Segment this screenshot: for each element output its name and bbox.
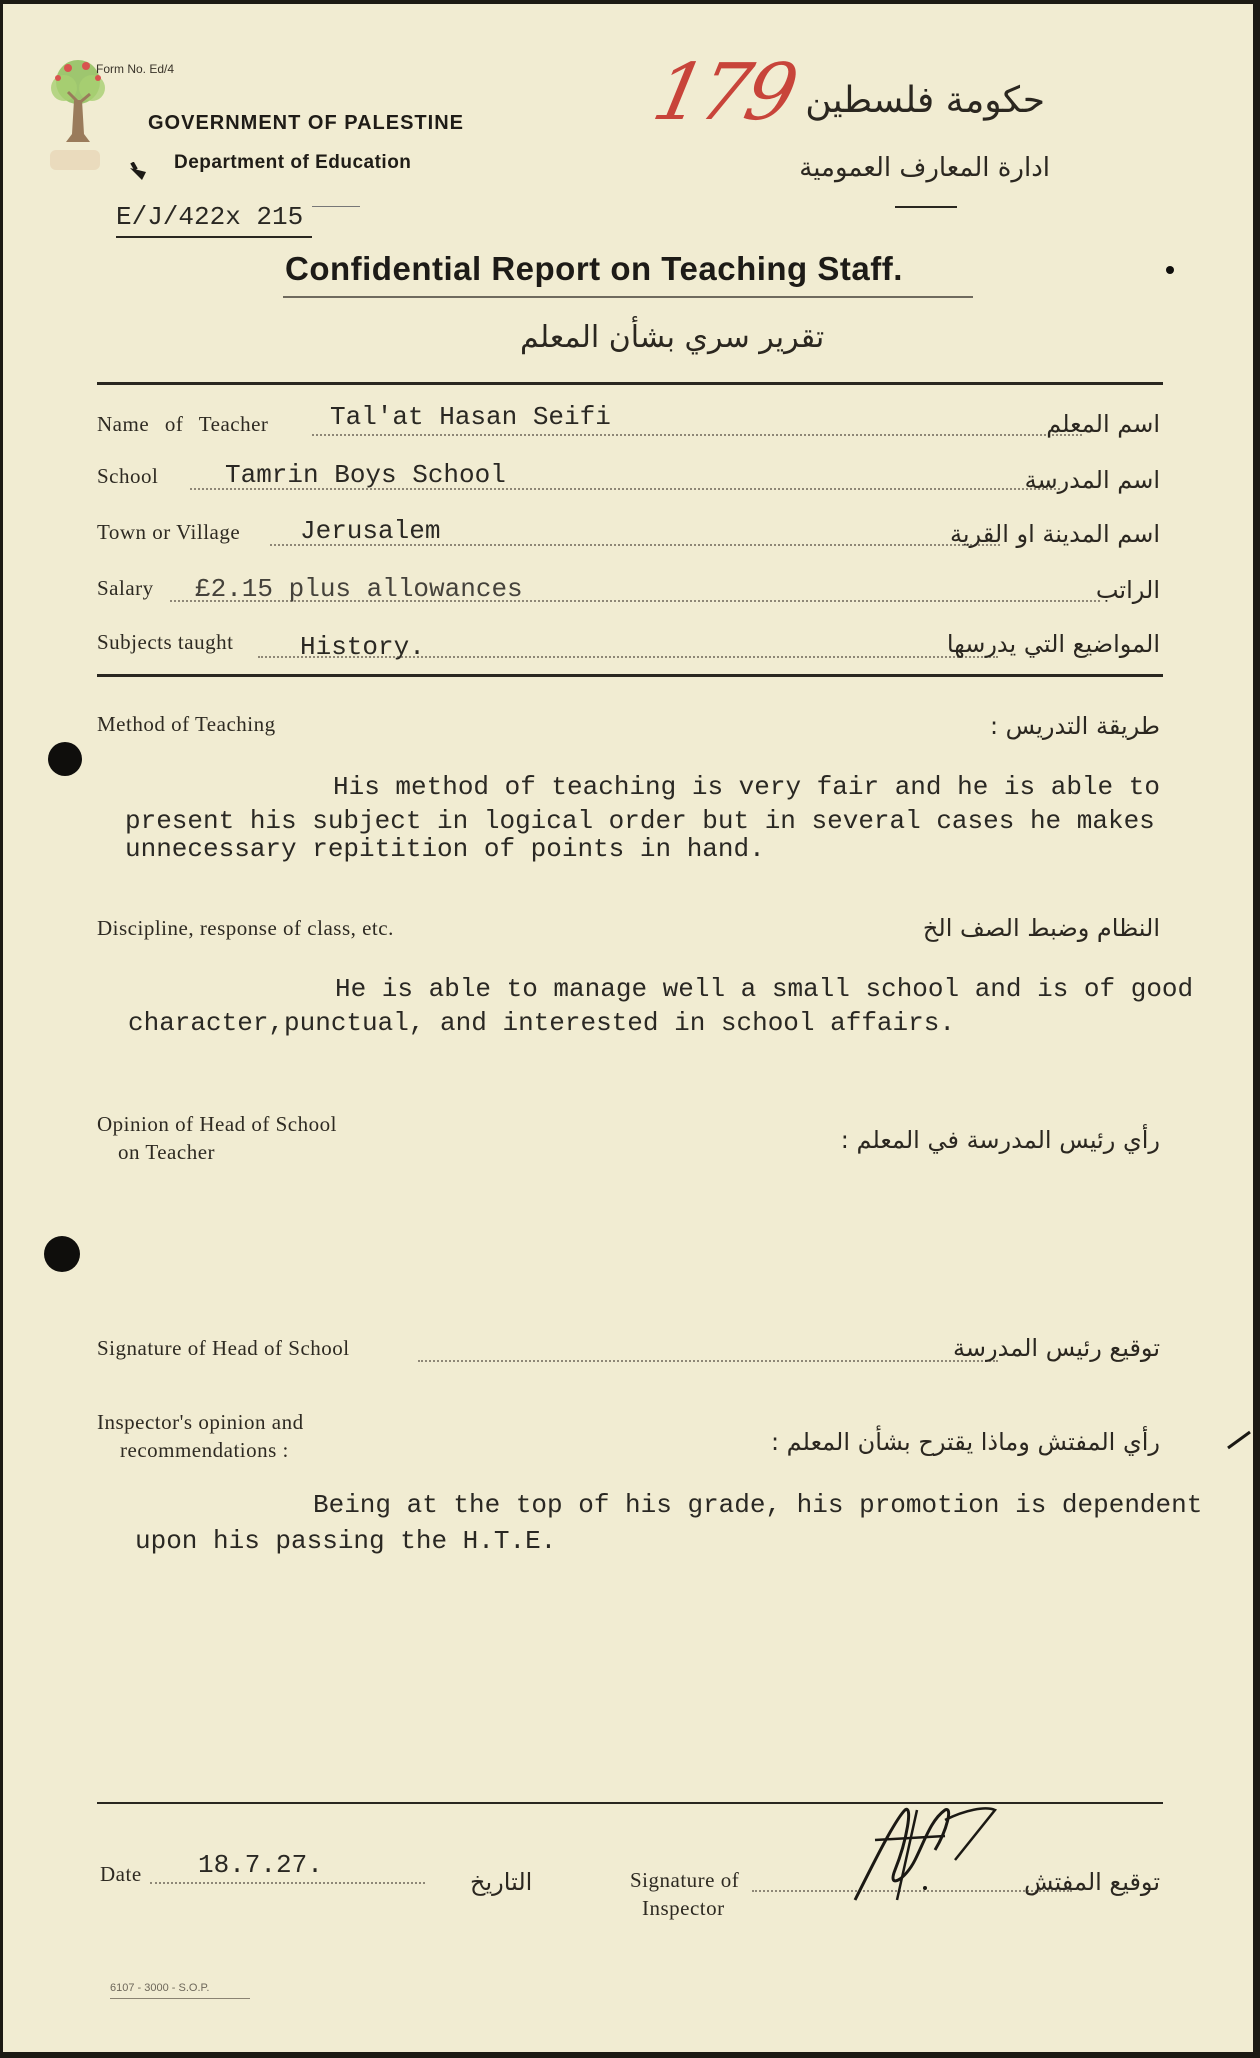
scan-edge-bottom <box>0 2052 1260 2058</box>
scan-edge-left <box>0 0 3 2058</box>
inspector-signature-arabic: توقيع المفتش <box>1023 1868 1160 1896</box>
head-signature-label: Signature of Head of School <box>97 1336 350 1360</box>
scan-edge-top <box>0 0 1260 4</box>
watermark-mark <box>50 150 100 170</box>
scan-edge-right <box>1253 0 1260 2058</box>
discipline-line-1: He is able to manage well a small school and is of good <box>335 974 1194 1004</box>
discipline-arabic: النظام وضبط الصف الخ <box>922 914 1160 942</box>
top-separator <box>97 382 1163 385</box>
name-value: Tal'at Hasan Seifi <box>330 402 611 432</box>
subjects-arabic: المواضيع التي يدرسها <box>946 630 1160 658</box>
bullet-arrow-icon <box>128 162 150 186</box>
method-label: Method of Teaching <box>97 712 276 736</box>
method-line-3: unnecessary repitition of points in hand. <box>125 834 765 864</box>
salary-value: £2.15 plus allowances <box>195 574 523 604</box>
inspector-arabic: رأي المفتش وماذا يقترح بشأن المعلم : <box>770 1428 1160 1456</box>
head-signature-arabic: توقيع رئيس المدرسة <box>953 1334 1160 1362</box>
header-government: GOVERNMENT OF PALESTINE <box>148 112 464 134</box>
inspector-handwritten-signature <box>835 1780 1015 1920</box>
handwritten-number: 179 <box>645 48 802 138</box>
header-arabic-government: حكومة فلسطين <box>805 80 1045 121</box>
subjects-label: Subjects taught <box>97 630 234 654</box>
town-value: Jerusalem <box>300 516 441 546</box>
head-opinion-label-2: on Teacher <box>118 1140 216 1164</box>
inspector-line-2: upon his passing the H.T.E. <box>135 1526 557 1556</box>
ink-dot <box>1166 266 1174 274</box>
fields-separator <box>97 674 1163 677</box>
subjects-value: History. <box>300 632 425 662</box>
head-signature-dots <box>418 1360 998 1362</box>
school-arabic: اسم المدرسة <box>1024 466 1160 494</box>
edge-mark <box>1226 1428 1252 1452</box>
school-value: Tamrin Boys School <box>225 460 506 490</box>
method-line-1: His method of teaching is very fair and he is able to <box>333 772 1160 802</box>
date-value: 18.7.27. <box>198 1850 323 1880</box>
date-label: Date <box>100 1862 142 1886</box>
punch-hole-bottom <box>44 1236 80 1272</box>
arabic-header-underline <box>895 206 957 208</box>
title-underline <box>283 296 973 298</box>
discipline-label: Discipline, response of class, etc. <box>97 916 394 940</box>
file-ref-line <box>312 206 360 207</box>
header-arabic-department: ادارة المعارف العمومية <box>799 153 1050 183</box>
print-code-underline <box>110 1998 250 1999</box>
date-arabic: التاريخ <box>470 1868 533 1896</box>
date-dots <box>150 1882 425 1884</box>
print-code: 6107 - 3000 - S.O.P. <box>110 1982 210 1994</box>
arabic-title: تقرير سري بشأن المعلم <box>520 320 825 355</box>
town-label: Town or Village <box>97 520 241 544</box>
school-label: School <box>97 464 159 488</box>
town-arabic: اسم المدينة او القرية <box>949 520 1160 548</box>
inspector-label-2: recommendations : <box>120 1438 289 1462</box>
salary-arabic: الراتب <box>1095 576 1160 604</box>
inspector-line-1: Being at the top of his grade, his promotion is dependent <box>313 1490 1203 1520</box>
document-title: Confidential Report on Teaching Staff. <box>285 250 903 287</box>
name-dots <box>312 434 1082 436</box>
punch-hole-top <box>48 742 82 776</box>
discipline-line-2: character,punctual, and interested in school affairs. <box>128 1008 955 1038</box>
head-opinion-arabic: رأي رئيس المدرسة في المعلم : <box>840 1126 1160 1154</box>
inspector-signature-label: Signature of <box>630 1868 740 1892</box>
salary-label: Salary <box>97 576 154 600</box>
file-reference: E/J/422x 215 <box>116 202 304 232</box>
inspector-label: Inspector's opinion and <box>97 1410 304 1434</box>
inspector-signature-label-2: Inspector <box>642 1896 725 1920</box>
name-label: Name of Teacher <box>97 412 269 436</box>
head-opinion-label: Opinion of Head of School <box>97 1112 337 1136</box>
method-arabic: طريقة التدريس : <box>989 712 1160 740</box>
file-ref-underline <box>116 236 312 238</box>
name-arabic: اسم المعلم <box>1046 410 1160 438</box>
method-line-2: present his subject in logical order but in several cases he makes <box>125 806 1155 836</box>
form-number: Form No. Ed/4 <box>96 62 175 76</box>
header-department: Department of Education <box>174 152 412 173</box>
